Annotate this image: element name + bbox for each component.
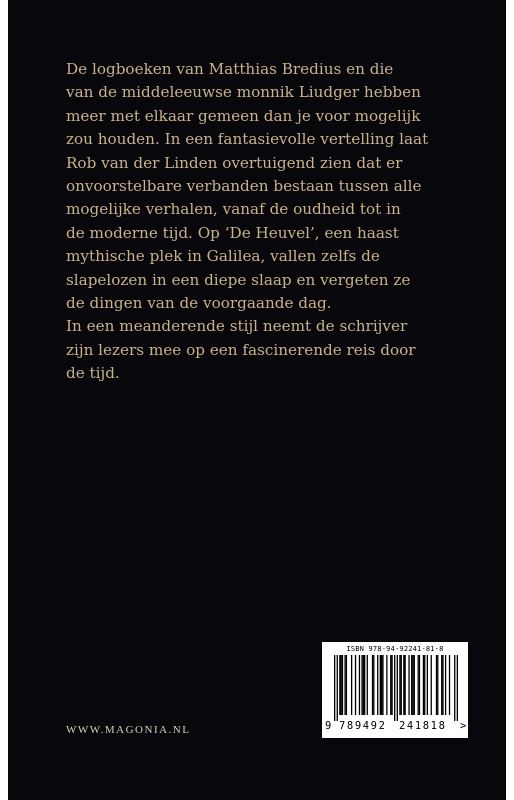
barcode-bar [390, 655, 391, 715]
barcode-bar [414, 655, 415, 715]
barcode-bar [342, 655, 343, 715]
barcode-bar [337, 655, 338, 721]
barcode-bar [408, 655, 409, 715]
blurb-line: onvoorstelbare verbanden bestaan tussen alle [66, 177, 422, 196]
barcode-bar [377, 655, 378, 715]
barcode-bar [339, 655, 340, 715]
blurb-line: zou houden. In een fantasievolle vertelling laat [66, 130, 429, 149]
barcode-bar [334, 655, 335, 721]
barcode-bar [381, 655, 382, 715]
barcode-bar [364, 655, 365, 715]
barcode-bar [454, 655, 455, 721]
barcode-bar [423, 655, 424, 715]
barcode-bar [373, 655, 374, 715]
barcode-bar [457, 655, 458, 721]
ean-digits [322, 720, 468, 736]
barcode-bar [346, 655, 347, 715]
isbn-label: ISBN 978-94-92241-81-8 [346, 645, 444, 653]
barcode-bar [411, 655, 412, 715]
book-blurb [66, 58, 476, 386]
blurb-line: Rob van der Linden overtuigend zien dat er [66, 153, 403, 172]
barcode-bar [355, 655, 356, 715]
barcode-bar [367, 655, 368, 715]
barcode-bar [372, 655, 373, 715]
barcode-bar [351, 655, 352, 715]
barcode-bar [427, 655, 428, 715]
ean-lead-digit: 9 [325, 720, 332, 732]
barcode-bar [412, 655, 413, 715]
blurb-line: de dingen van de voorgaande dag. [66, 294, 332, 313]
barcode-bars [334, 655, 458, 721]
barcode-bar [399, 655, 400, 715]
barcode-bar [401, 655, 402, 715]
blurb-line: de tijd. [66, 364, 120, 383]
barcode-bar [391, 655, 392, 715]
blurb-line: mogelijke verhalen, vanaf de oudheid tot in [66, 200, 401, 219]
barcode-bar [394, 655, 395, 721]
barcode-bar [424, 655, 425, 715]
blurb-line: meer met elkaar gemeen dan je voor mogelijk [66, 106, 421, 125]
blurb-line: In een meanderende stijl neemt de schrijver [66, 317, 408, 336]
barcode-bar [445, 655, 446, 715]
barcode-bar [419, 655, 420, 715]
barcode-bar [397, 655, 398, 721]
barcode-bar [431, 655, 432, 715]
barcode-bar [442, 655, 443, 715]
ean-right-group: 241818 [399, 720, 447, 732]
isbn-barcode [322, 642, 468, 738]
blurb-line: slapelozen in een diepe slaap en vergeten ze [66, 270, 411, 289]
barcode-bar [380, 655, 381, 715]
barcode-bar [418, 655, 419, 715]
barcode-bar [361, 655, 362, 715]
blurb-line: mythische plek in Galilea, vallen zelfs de [66, 247, 380, 266]
barcode-bar [403, 655, 404, 715]
barcode-bar [363, 655, 364, 715]
barcode-bar [437, 655, 438, 715]
barcode-bar [344, 655, 345, 715]
publisher-website: WWW.MAGONIA.NL [66, 724, 191, 736]
barcode-bar [404, 655, 405, 715]
ean-quiet-zone-mark: > [460, 720, 467, 732]
ean-left-group: 789492 [339, 720, 387, 732]
barcode-bar [449, 655, 450, 715]
barcode-bar [436, 655, 437, 715]
barcode-bar [441, 655, 442, 715]
barcode-bar [341, 655, 342, 715]
barcode-bar [386, 655, 387, 715]
barcode-bar [382, 655, 383, 715]
blurb-line: De logboeken van Matthias Bredius en die [66, 60, 394, 78]
blurb-line: van de middeleeuwse monnik Liudger hebben [66, 83, 421, 102]
barcode-bar [359, 655, 360, 715]
blurb-line: zijn lezers mee op een fascinerende reis door [66, 340, 416, 359]
back-cover [8, 0, 506, 800]
blurb-line: de moderne tijd. Op ‘De Heuvel’, een haast [66, 223, 399, 242]
